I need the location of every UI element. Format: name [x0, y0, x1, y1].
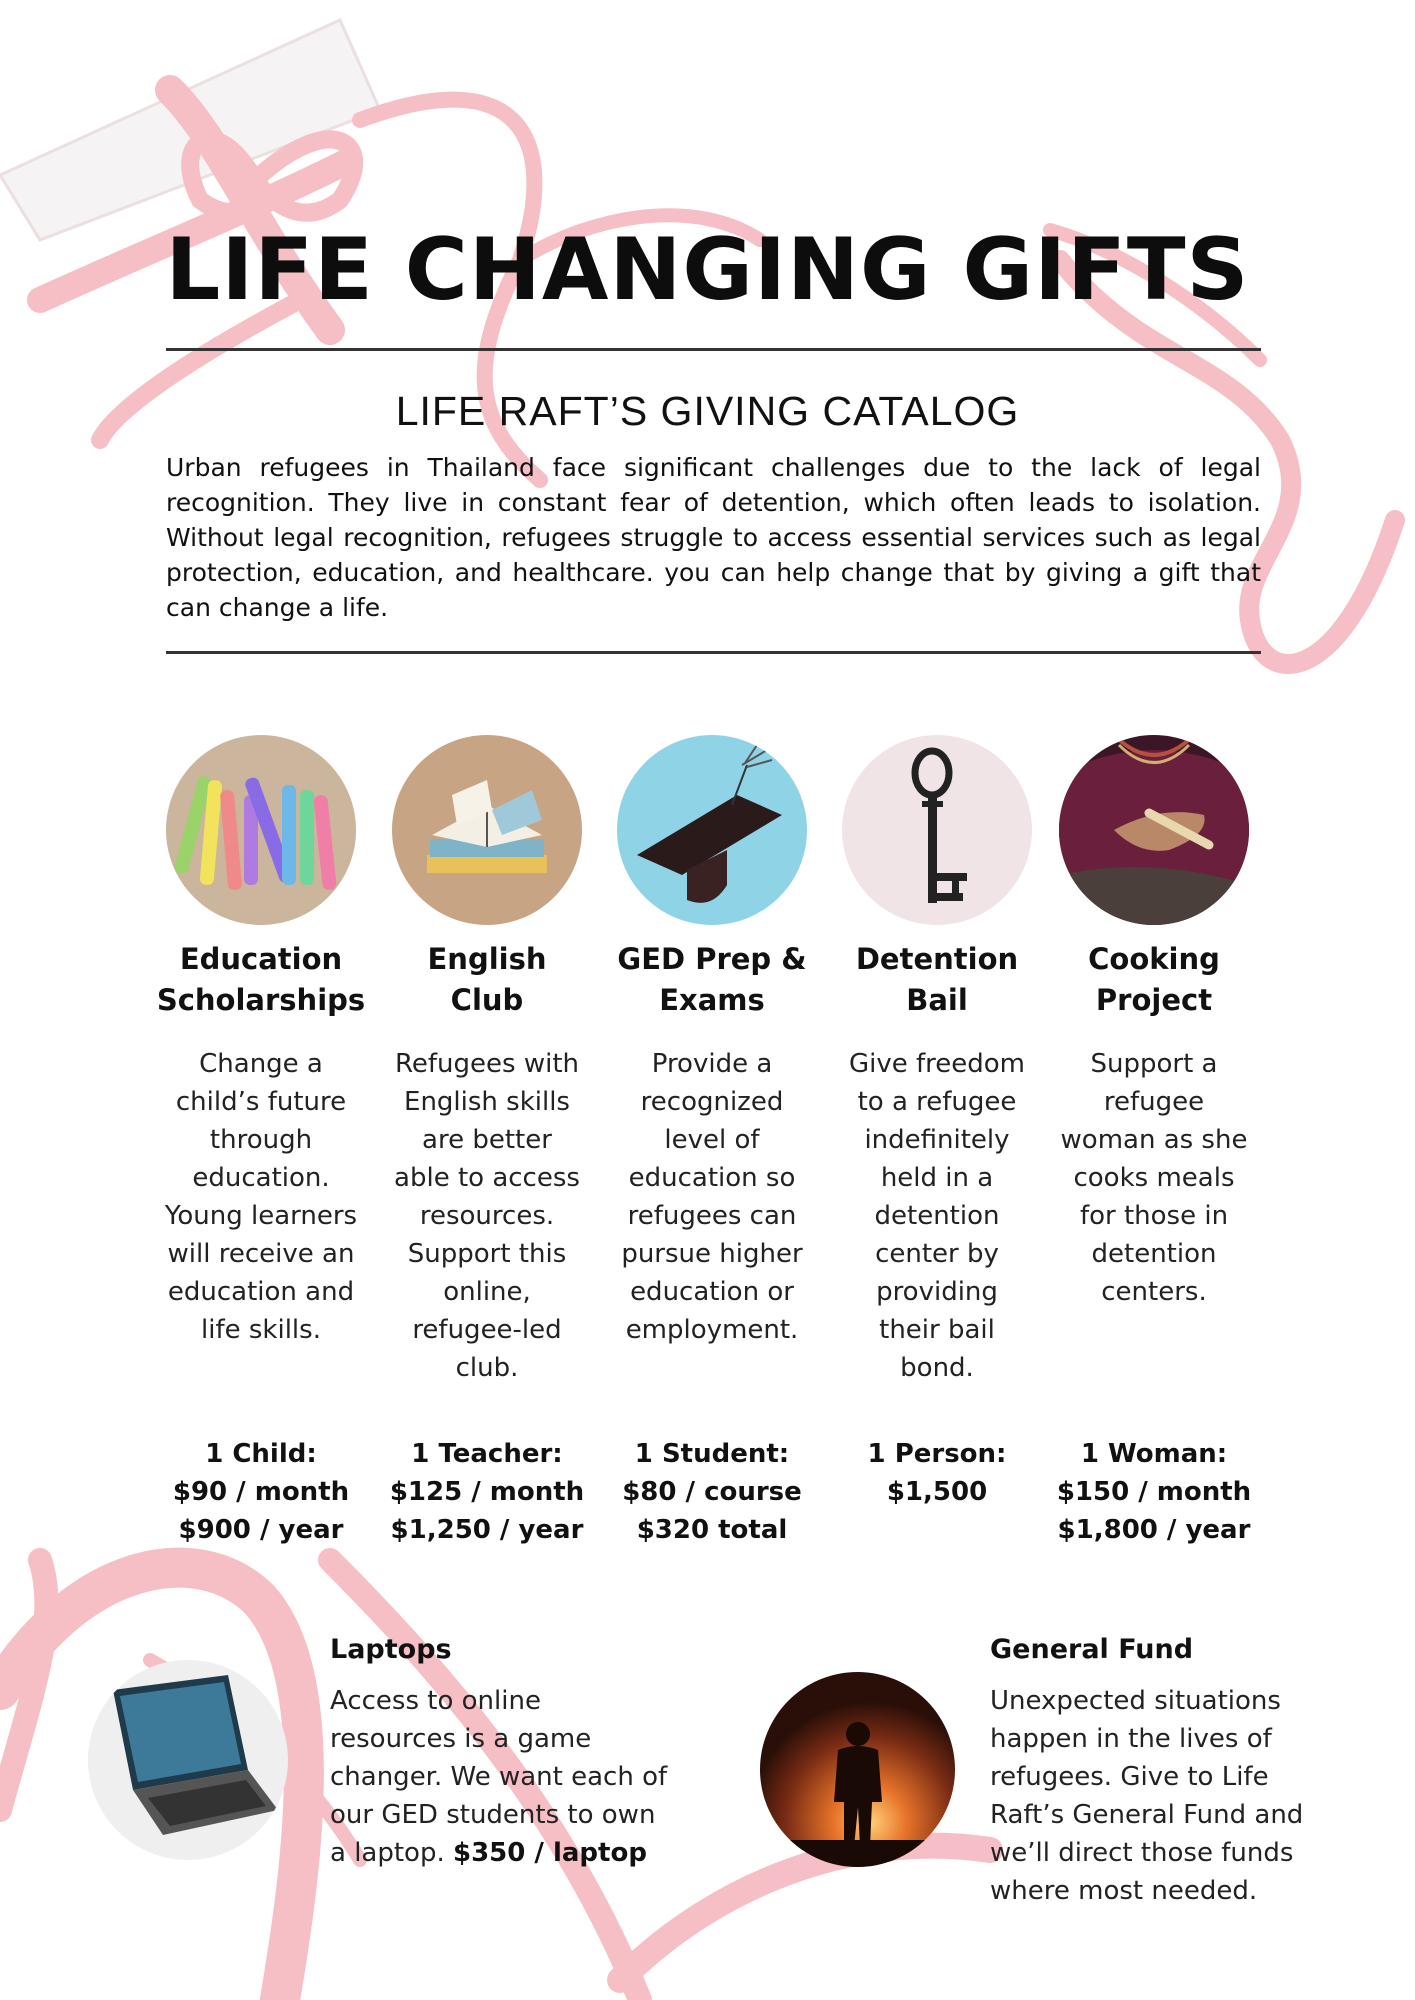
gift-name: English Club — [427, 942, 547, 1017]
chalk-photo — [166, 735, 356, 925]
sunset-person-photo — [760, 1672, 955, 1867]
general-fund-description: Unexpected situations happen in the lives of refugees. Give to Life Raft’s General Fund and we’ll direct those funds where most needed. — [990, 1686, 1304, 1906]
gift-price: 1 Student: $80 / course $320 total — [622, 1439, 802, 1545]
gift-description: Provide a recognized level of education so refugees can pursue higher education or employment. — [621, 1049, 803, 1345]
intro-paragraph: Urban refugees in Thailand face significant challenges due to the lack of legal recognition. They live in constant fear of detention, which often leads to isolation. Without legal recognition, refugees struggle to access essential services such as legal protection, education, and healthcare. you can help change that by giving a gift that can change a life. — [166, 453, 1261, 622]
cooking-woman-photo — [1059, 735, 1249, 925]
divider-top — [166, 348, 1261, 351]
gift-name: Detention Bail — [855, 942, 1019, 1017]
general-fund-title: General Fund — [990, 1634, 1194, 1665]
graduation-cap-photo — [617, 735, 807, 925]
gift-description: Change a child’s future through education. Young learners will receive an education and life skills. — [164, 1049, 358, 1345]
gift-description: Support a refugee woman as she cooks meals for those in detention centers. — [1060, 1049, 1248, 1307]
page-title: LIFE CHANGING GIFTS — [165, 220, 1250, 320]
gift-price: 1 Child: $90 / month $900 / year — [172, 1439, 350, 1545]
gift-description: Refugees with English skills are better able to access resources. Support this online, refugee-led club. — [394, 1049, 580, 1383]
gift-name: GED Prep & Exams — [617, 942, 807, 1017]
books-photo — [392, 735, 582, 925]
laptops-text: Access to online resources is a game changer. We want each of our GED students to own a laptop. — [330, 1686, 668, 1868]
gift-education-scholarships — [147, 735, 375, 1545]
gift-cooking-project — [1040, 735, 1268, 1545]
laptops-title: Laptops — [330, 1634, 452, 1665]
divider-bottom — [166, 651, 1261, 654]
laptops-description — [330, 1682, 675, 1872]
catalog-subtitle: LIFE RAFT’S GIVING CATALOG — [395, 388, 1020, 434]
gift-price: 1 Person: $1,500 — [867, 1439, 1007, 1507]
gift-description: Give freedom to a refugee indefinitely held in a detention center by providing their bail bond. — [848, 1049, 1026, 1383]
gift-ged-prep — [598, 735, 826, 1545]
gift-price: 1 Teacher: $125 / month $1,250 / year — [389, 1439, 585, 1545]
gift-name: Cooking Project — [1088, 942, 1220, 1017]
gift-price: 1 Woman: $150 / month $1,800 / year — [1056, 1439, 1252, 1545]
gift-name: Education Scholarships — [156, 942, 366, 1017]
gift-english-club — [373, 735, 601, 1545]
laptop-photo — [88, 1660, 288, 1860]
laptops-price: $350 / laptop — [453, 1838, 647, 1868]
key-photo — [842, 735, 1032, 925]
gift-detention-bail — [823, 735, 1051, 1507]
